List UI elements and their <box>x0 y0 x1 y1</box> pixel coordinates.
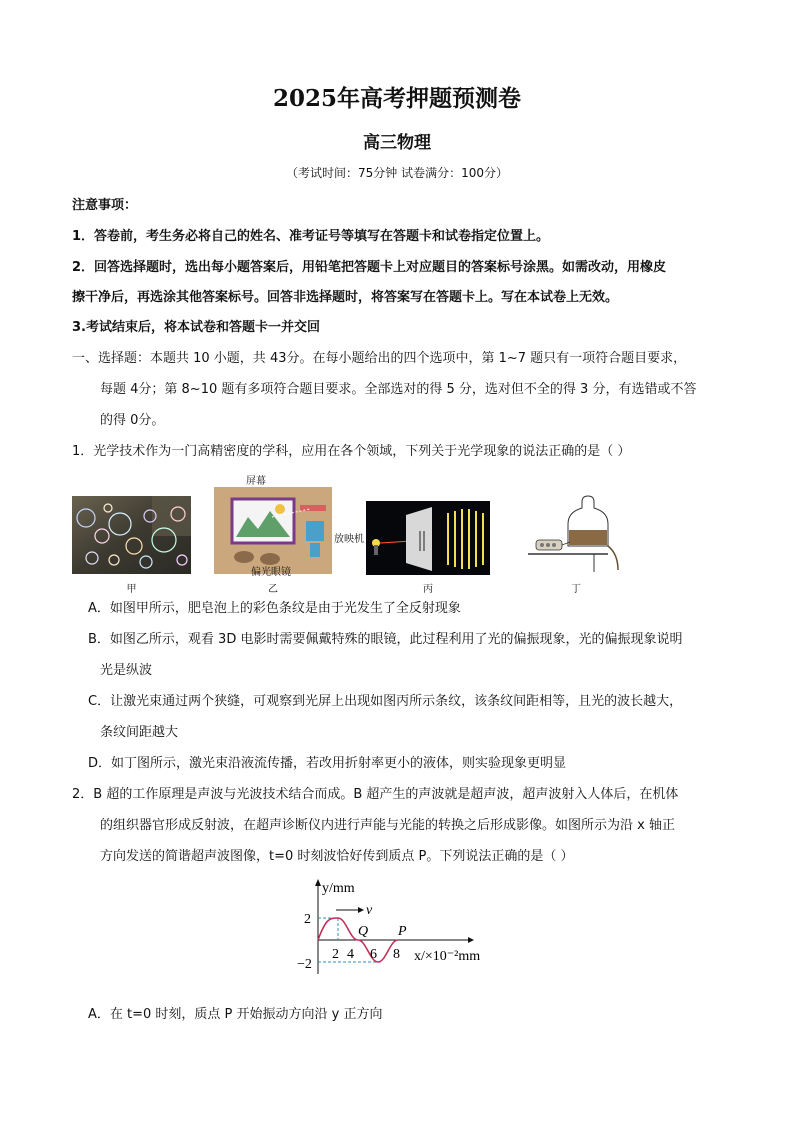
question-2-stem-cont: 方向发送的简谐超声波图像，t=0 时刻波恰好传到质点 P。下列说法正确的是（ ） <box>100 849 574 864</box>
figure-caption-jia: 甲 <box>126 584 137 595</box>
question-2-stem: 2．B 超的工作原理是声波与光波技术结合而成。B 超产生的声波就是超声波，超声波射入人体后，在机体 <box>72 787 679 802</box>
x-tick-6: 6 <box>370 947 377 962</box>
section-heading: 一、选择题：本题共 10 小题，共 43分。在每小题给出的四个选项中，第 1~7 题只有一项符合题目要求， <box>72 351 687 366</box>
x-tick-8: 8 <box>393 947 400 962</box>
figure-bing-double-slit <box>366 501 490 575</box>
figure-ding-liquid-stream <box>528 494 624 574</box>
q1-option-b-cont: 光是纵波 <box>100 663 153 678</box>
x-tick-4: 4 <box>347 947 354 962</box>
wave-graph <box>296 876 506 976</box>
y-tick-neg2: −2 <box>297 957 312 972</box>
q1-option-a: A．如图甲所示，肥皂泡上的彩色条纹是由于光发生了全反射现象 <box>88 601 461 616</box>
notice-heading: 注意事项： <box>72 198 138 213</box>
label-projector: 放映机 <box>334 534 364 545</box>
question-1-stem: 1．光学技术作为一门高精密度的学科，应用在各个领域，下列关于光学现象的说法正确的是（ ） <box>72 444 631 459</box>
cinema-illustration <box>214 487 332 574</box>
y-axis-label: y/mm <box>322 881 355 896</box>
y-tick-2: 2 <box>304 912 311 927</box>
notice-item: 2．回答选择题时，选出每小题答案后，用铅笔把答题卡上对应题目的答案标号涂黑。如需改动，用橡皮 <box>72 260 667 275</box>
q1-option-c: C．让激光束通过两个狭缝，可观察到光屏上出现如图丙所示条纹，该条纹间距相等，且光的波长越大， <box>88 694 683 709</box>
notice-item: 3.考试结束后，将本试卷和答题卡一并交回 <box>72 320 320 335</box>
figure-caption-ding: 丁 <box>571 584 581 595</box>
q1-option-d: D．如丁图所示，激光束沿液流传播，若改用折射率更小的液体，则实验现象更明显 <box>88 756 567 771</box>
q2-option-a: A．在 t=0 时刻，质点 P 开始振动方向沿 y 正方向 <box>88 1007 383 1022</box>
point-q-label: Q <box>358 924 369 939</box>
label-screen: 屏幕 <box>246 476 266 487</box>
label-glasses: 偏光眼镜 <box>251 567 291 578</box>
figure-jia-bubbles <box>72 496 191 574</box>
exam-title: 2025年高考押题预测卷 <box>272 85 521 112</box>
double-slit-illustration <box>366 501 490 575</box>
question-2-stem-cont: 的组织器官形成反射波，在超声诊断仪内进行声能与光能的转换之后形成影像。如图所示为沿 x 轴正 <box>100 818 675 833</box>
q1-option-c-cont: 条纹间距越大 <box>100 725 179 740</box>
x-tick-2: 2 <box>332 947 339 962</box>
notice-item: 1．答卷前，考生务必将自己的姓名、准考证号等填写在答题卡和试卷指定位置上。 <box>72 229 550 244</box>
exam-info: （考试时间：75分钟 试卷满分：100分） <box>286 166 508 180</box>
liquid-stream-illustration <box>528 494 624 574</box>
x-axis-arrow <box>468 937 474 943</box>
figure-caption-bing: 丙 <box>423 584 433 595</box>
velocity-arrowhead <box>358 907 364 913</box>
point-p-label: P <box>398 924 407 939</box>
figure-yi-3d-movie <box>214 487 332 574</box>
x-axis-label: x/×10⁻²mm <box>414 949 481 964</box>
q1-option-b: B．如图乙所示，观看 3D 电影时需要佩戴特殊的眼镜，此过程利用了光的偏振现象，光的偏振现象说明 <box>88 632 683 647</box>
y-axis-arrow <box>315 879 321 886</box>
bubbles-photo <box>72 496 191 574</box>
notice-item: 擦干净后，再选涂其他答案标号。回答非选择题时，将答案写在答题卡上。写在本试卷上无效。 <box>72 290 619 305</box>
exam-subtitle: 高三物理 <box>363 133 431 153</box>
velocity-label: v <box>366 903 373 918</box>
figure-caption-yi: 乙 <box>268 584 278 595</box>
section-heading-cont: 每题 4分；第 8~10 题有多项符合题目要求。全部选对的得 5 分，选对但不全的得 3 分，有选错或不答 <box>100 382 697 397</box>
section-heading-cont: 的得 0分。 <box>100 413 165 428</box>
